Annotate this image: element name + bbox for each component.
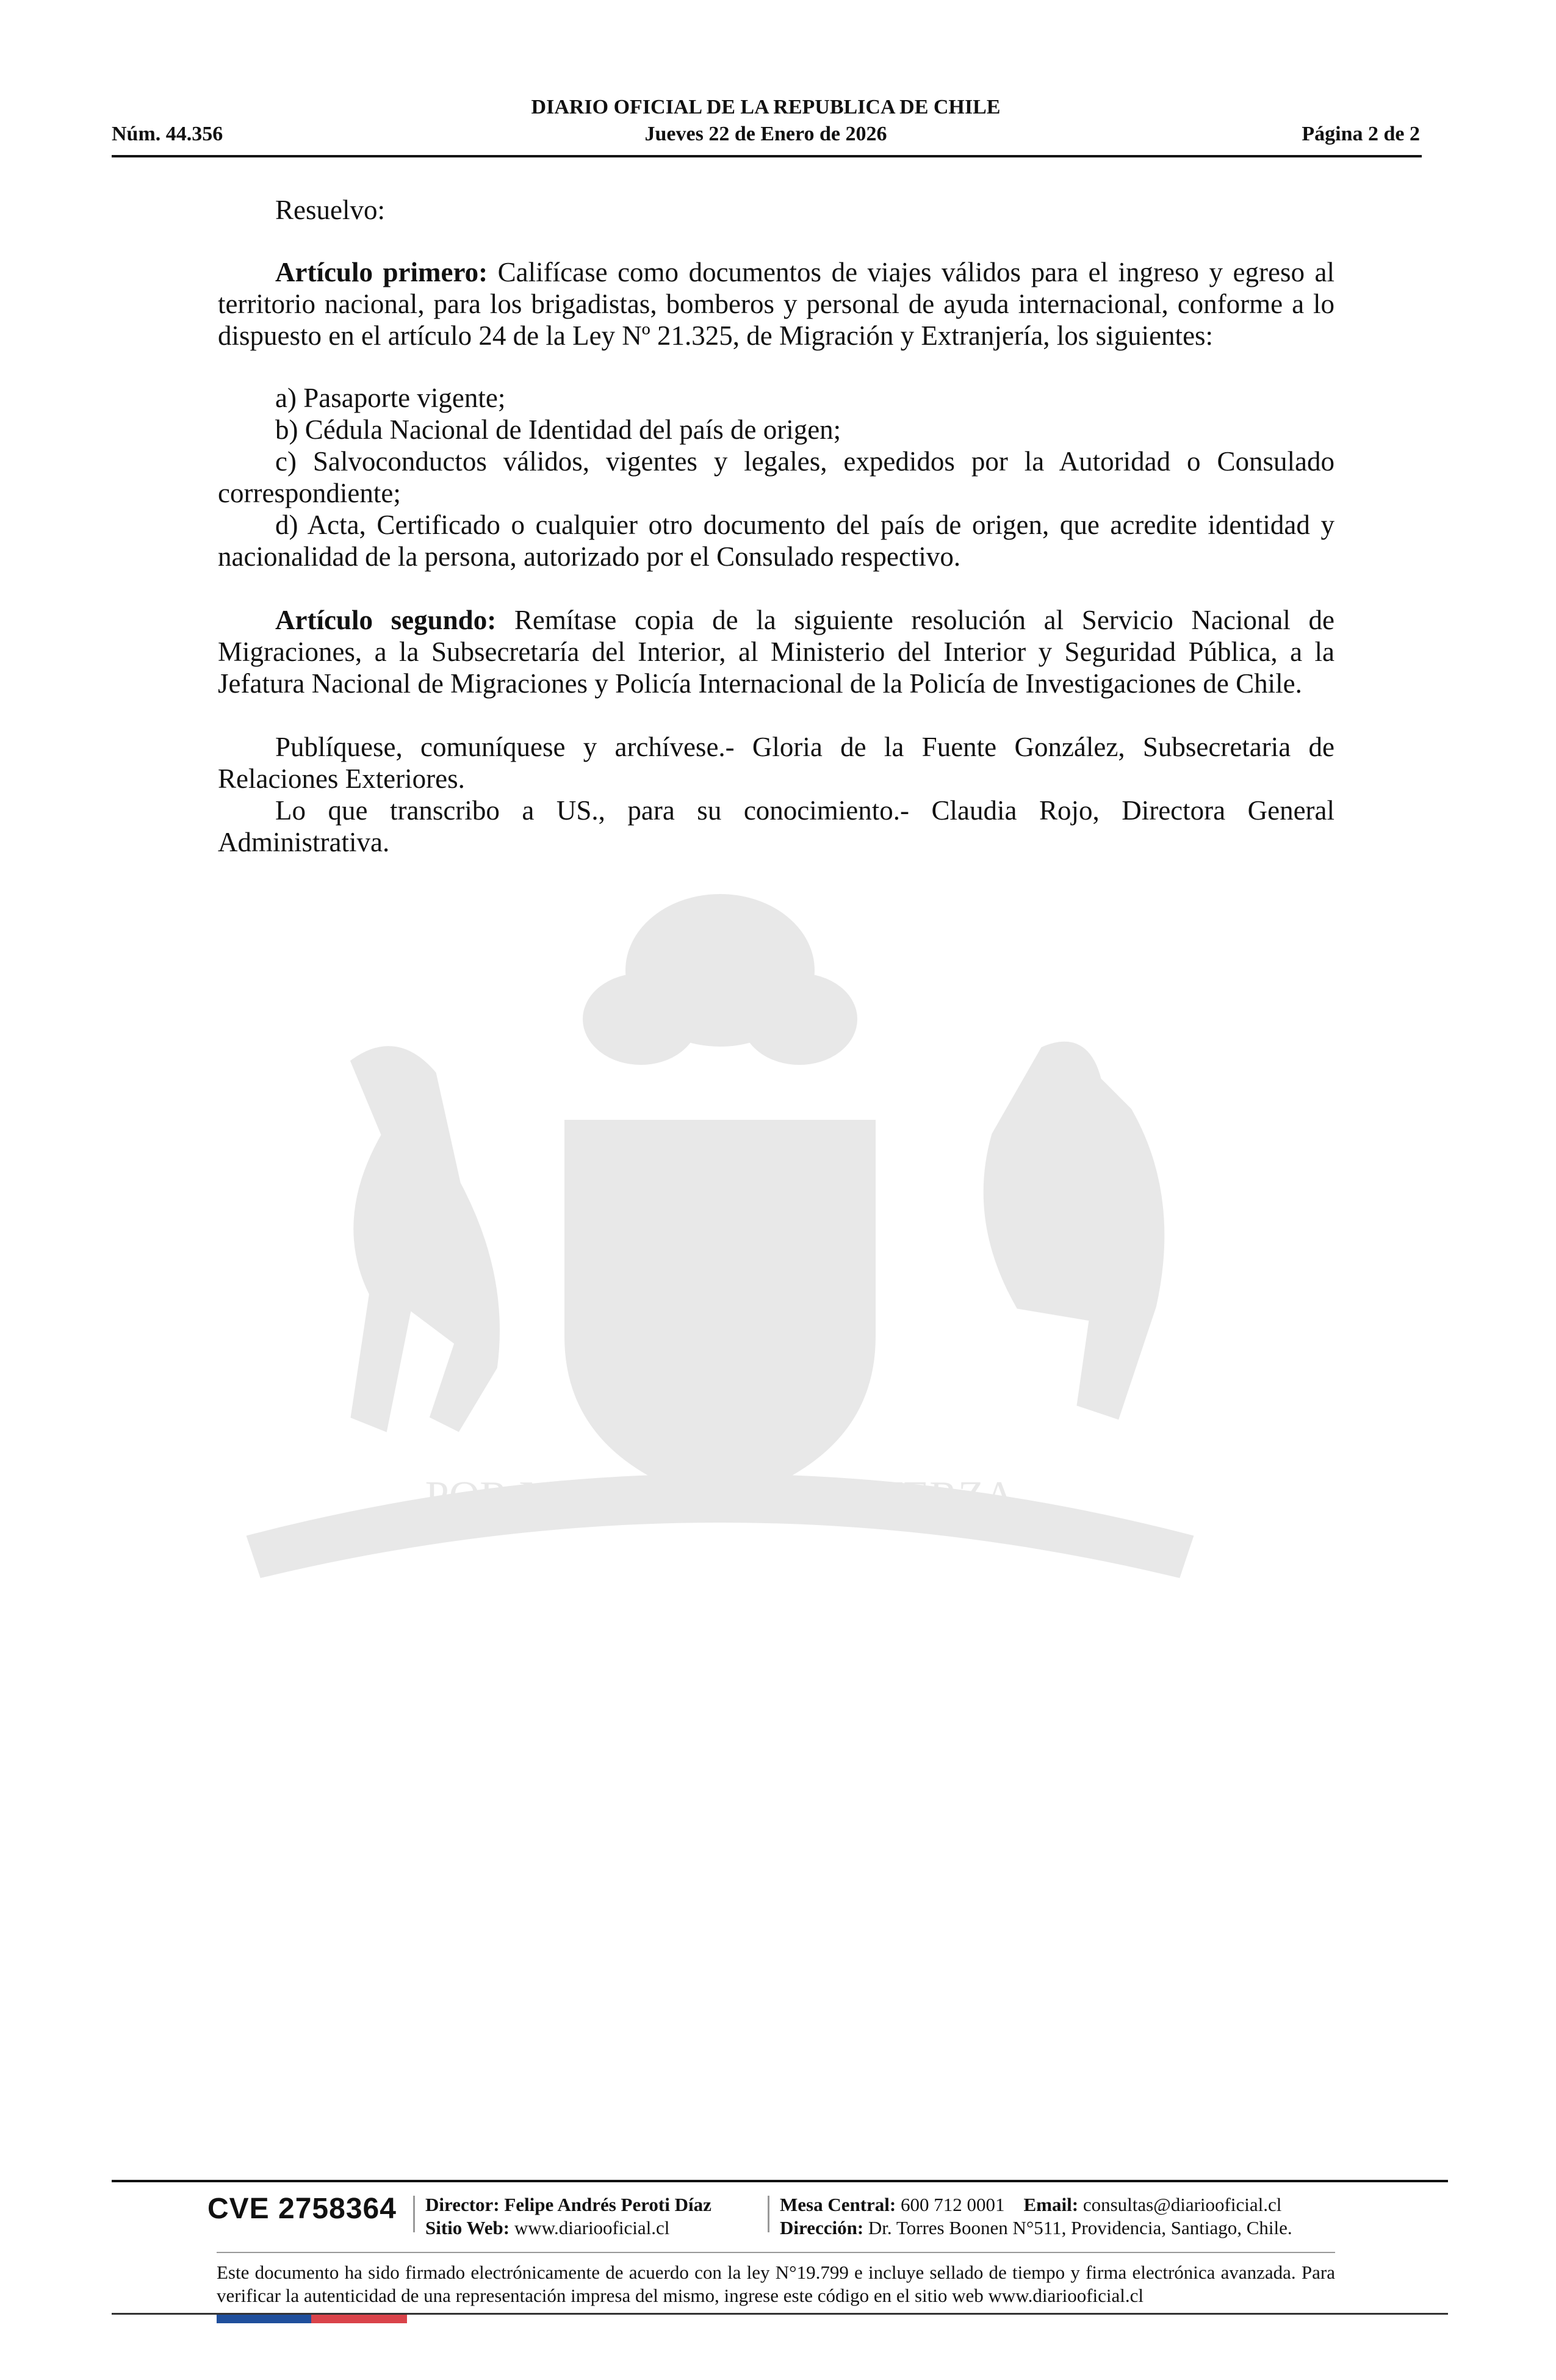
header-divider (112, 155, 1422, 157)
phone-label: Mesa Central: (780, 2194, 896, 2215)
footer-director-block (425, 2193, 711, 2240)
cve-code: CVE 2758364 (207, 2193, 397, 2225)
page-indicator: Página 2 de 2 (1302, 123, 1420, 145)
footer-contact-block (780, 2193, 1292, 2240)
issue-number: Núm. 44.356 (112, 123, 223, 145)
phone-value: 600 712 0001 (901, 2194, 1005, 2215)
footer-separator (768, 2196, 769, 2232)
list-item: d) Acta, Certificado o cualquier otro documento del país de origen, que acredite identidad y nacionalidad de la persona, autorizado por el Consulado respectivo. (218, 510, 1334, 572)
website-link[interactable]: www.diariooficial.cl (514, 2217, 670, 2238)
address-value: Dr. Torres Boonen N°511, Providencia, Santiago, Chile. (868, 2217, 1292, 2238)
seal-motto: POR LA RAZON O LA FUERZA (425, 1473, 1015, 1520)
list-item: c) Salvoconductos válidos, vigentes y legales, expedidos por la Autoridad o Consulado correspondiente; (218, 446, 1334, 508)
document-body (218, 194, 1334, 858)
newspaper-title: DIARIO OFICIAL DE LA REPUBLICA DE CHILE (531, 96, 1001, 118)
issue-date: Jueves 22 de Enero de 2026 (644, 123, 887, 145)
article-second-label: Artículo segundo: (275, 605, 497, 635)
closing-transcribe: Lo que transcribo a US., para su conocimiento.- Claudia Rojo, Directora General Administrativa. (218, 795, 1334, 857)
email-link[interactable]: consultas@diariooficial.cl (1082, 2194, 1282, 2215)
resolution-intro: Resuelvo: (275, 195, 385, 225)
article-second (218, 604, 1334, 699)
director-label: Director: (425, 2194, 500, 2215)
footer-divider-top (112, 2180, 1448, 2182)
article-second-text: Remítase copia de la siguiente resolución al Servicio Nacional de Migraciones, a la Subsecretaría del Interior, al Ministerio del Interior y Seguridad Pública, a la Jefatura Nacional de Migraciones y Policía Internacional de la Policía de Investigaciones de Chile. (218, 605, 1334, 699)
director-name: Felipe Andrés Peroti Díaz (504, 2194, 711, 2215)
footer-divider-mid (217, 2252, 1335, 2253)
flag-stripe-blue (217, 2315, 311, 2323)
signature-notice: Este documento ha sido firmado electrónicamente de acuerdo con la ley N°19.799 e incluye sellado de tiempo y firma electrónica avanzada. Para verificar la autenticidad de una representación impresa del mismo, ingrese este código en el sitio web www.diariooficial.cl (217, 2262, 1335, 2306)
article-first (218, 256, 1334, 352)
address-label: Dirección: (780, 2217, 864, 2238)
email-label: Email: (1023, 2194, 1079, 2215)
coat-of-arms-watermark (201, 879, 1239, 1672)
website-label: Sitio Web: (425, 2217, 510, 2238)
footer-separator (413, 2196, 415, 2232)
closing-publish: Publíquese, comuníquese y archívese.- Gloria de la Fuente González, Subsecretaria de Relaciones Exteriores. (218, 732, 1334, 794)
flag-stripe-red (311, 2315, 407, 2323)
article-first-text: Califícase como documentos de viajes válidos para el ingreso y egreso al territorio nacional, para los brigadistas, bomberos y personal de ayuda internacional, conforme a lo dispuesto en el artículo 24 de la Ley Nº 21.325, de Migración y Extranjería, los siguientes: (218, 257, 1335, 351)
article-first-label: Artículo primero: (275, 257, 488, 287)
list-item: a) Pasaporte vigente; (275, 383, 506, 413)
list-item: b) Cédula Nacional de Identidad del país de origen; (275, 414, 841, 445)
